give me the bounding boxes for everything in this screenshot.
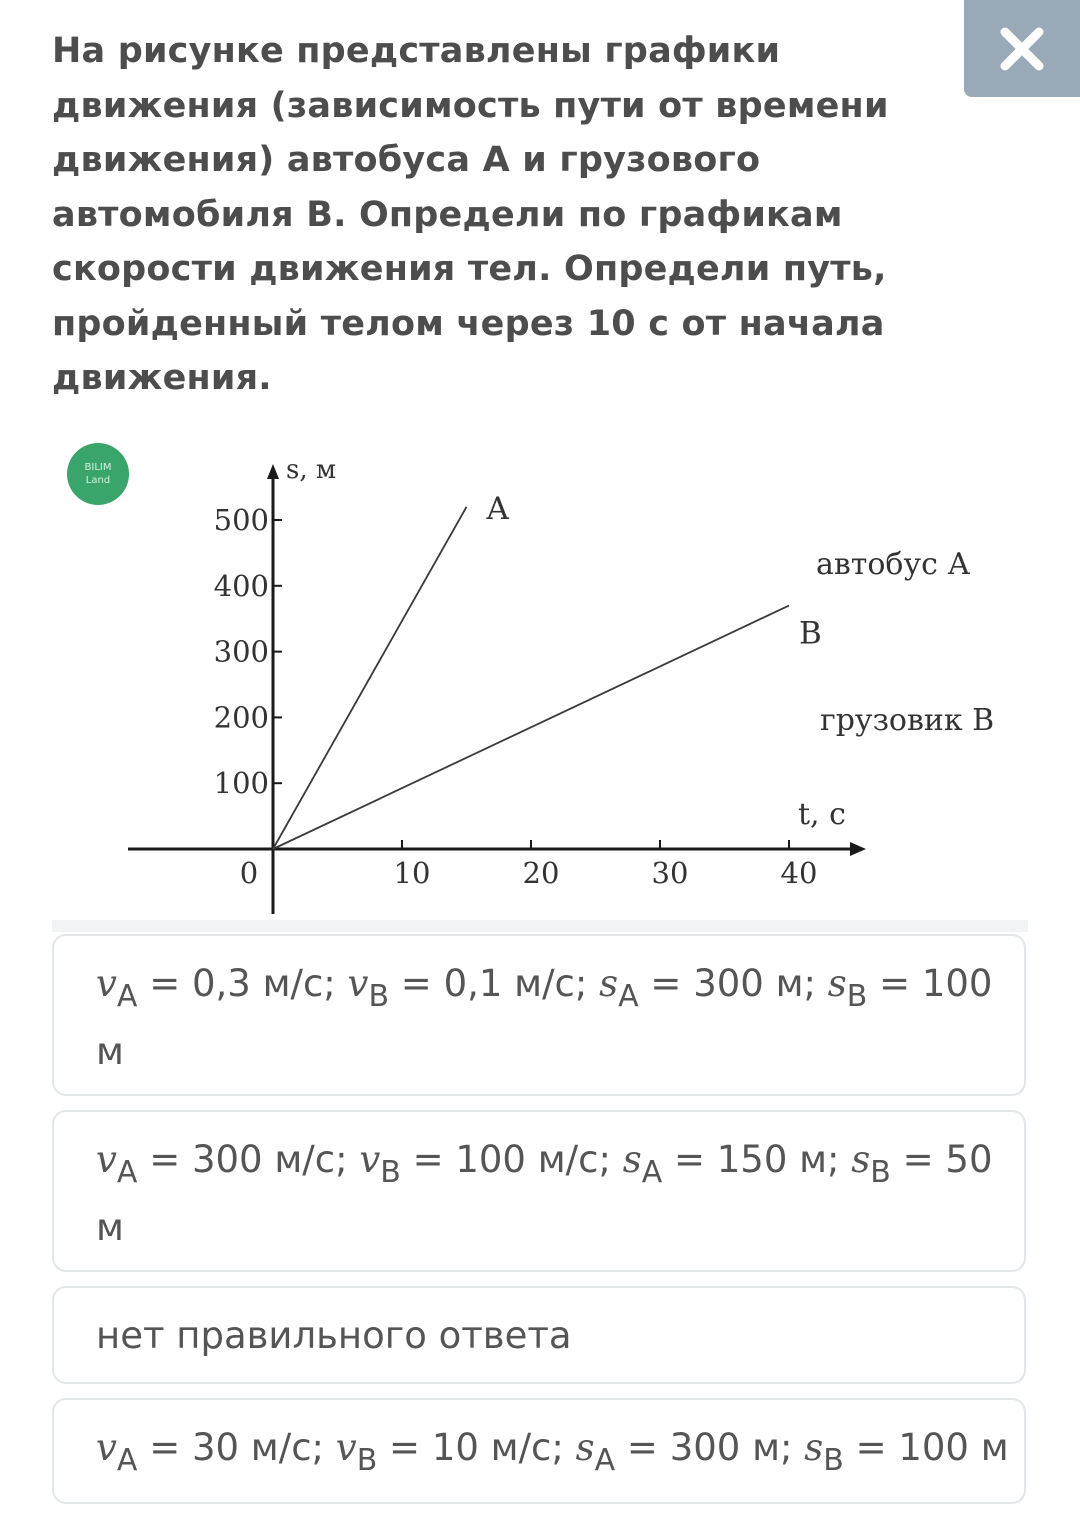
sub-b: B <box>356 1443 378 1478</box>
v-symbol: 𝑣 <box>96 1426 117 1469</box>
question-line: движения (зависимость пути от времени <box>52 85 889 126</box>
answer-option-3[interactable] <box>52 1286 1026 1384</box>
chart-figure <box>52 424 1028 920</box>
question-line: пройденный телом через 10 с от начала <box>52 303 885 344</box>
answer-option-1[interactable] <box>52 934 1026 1096</box>
option-1-sa: 300 м <box>693 962 804 1005</box>
logo-text-top: BILIM <box>84 462 112 473</box>
x-tick-label: 20 <box>522 856 560 890</box>
y-tick-label: 100 <box>213 766 269 801</box>
question-line: На рисунке представлены графики <box>52 31 781 71</box>
sub-b: B <box>380 1155 401 1190</box>
sub-b: B <box>368 979 390 1014</box>
y-tick-label: 400 <box>213 568 269 603</box>
option-3-text: нет правильного ответа <box>96 1314 572 1357</box>
series-label-b: B <box>799 615 822 652</box>
option-2-sb: 50 <box>945 1138 993 1181</box>
x-tick-label: 10 <box>393 856 431 890</box>
close-icon <box>999 26 1045 72</box>
bilimland-logo <box>67 443 129 505</box>
sub-a: A <box>116 1443 138 1478</box>
s-symbol: 𝑠 <box>851 1138 871 1181</box>
close-button[interactable] <box>964 0 1080 97</box>
option-1-line-2: м <box>96 1030 124 1073</box>
motion-chart <box>52 424 1028 920</box>
s-symbol: 𝑠 <box>575 1426 595 1469</box>
answer-option-4[interactable] <box>52 1398 1026 1504</box>
question-line: движения) автобуса А и грузового <box>52 140 761 180</box>
option-4-vb: 10 м/с <box>431 1426 552 1469</box>
x-axis-label: t, с <box>798 797 846 832</box>
v-symbol: 𝑣 <box>359 1138 381 1181</box>
y-tick-label: 500 <box>213 503 269 537</box>
s-symbol: 𝑠 <box>622 1138 642 1181</box>
v-symbol: 𝑣 <box>96 962 117 1005</box>
option-1-sb: 100 <box>921 962 993 1005</box>
s-symbol: 𝑠 <box>804 1426 824 1469</box>
x-tick-label: 30 <box>651 856 689 890</box>
axis-ticks <box>273 520 789 850</box>
sub-a: A <box>618 979 639 1014</box>
sub-b: B <box>846 979 868 1014</box>
v-symbol: 𝑣 <box>335 1426 357 1469</box>
legend-truck-b: грузовик В <box>820 703 995 738</box>
s-symbol: 𝑠 <box>827 962 847 1005</box>
option-4-va: 30 м/с <box>191 1426 312 1469</box>
option-4-sb: 100 м <box>898 1426 1009 1469</box>
option-1-line-1: 𝑣$_A$ = 0,3 м/с; 𝑣$_B$ = 0,1 м/с; 𝑠$_A$ = 300 м; 𝑠$_B$ = 100 <box>96 962 993 1014</box>
legend-bus-a: автобус А <box>816 547 971 582</box>
series-labels <box>486 491 822 652</box>
y-tick-label: 300 <box>213 634 269 669</box>
s-symbol: 𝑠 <box>599 962 619 1005</box>
question-text <box>52 24 952 406</box>
y-axis-label: s, м <box>286 455 337 485</box>
option-2-line-2: м <box>96 1206 124 1249</box>
x-axis-arrow <box>850 842 866 856</box>
figure-divider <box>52 920 1028 932</box>
v-symbol: 𝑣 <box>347 962 369 1005</box>
sub-a: A <box>116 1155 138 1190</box>
v-symbol: 𝑣 <box>96 1138 117 1181</box>
option-2-line-1: 𝑣$_A$ = 300 м/с; 𝑣$_B$ = 100 м/с; 𝑠$_A$ = 150 м; 𝑠$_B$ = 50 <box>96 1138 993 1190</box>
question-line: движения. <box>52 358 272 398</box>
series-lines <box>273 507 789 849</box>
sub-a: A <box>116 979 138 1014</box>
question-line: автомобиля В. Определи по графикам <box>52 194 843 235</box>
logo-circle <box>67 443 129 505</box>
series-line-b <box>273 606 789 849</box>
option-2-va: 300 м/с <box>191 1138 336 1181</box>
option-1-va: 0,3 м/с <box>191 962 324 1005</box>
y-tick-label: 200 <box>213 700 269 735</box>
x-tick-label: 0 <box>239 856 259 890</box>
question-line: скорости движения тел. Определи путь, <box>52 249 887 289</box>
series-label-a: A <box>486 490 509 527</box>
option-2-vb: 100 м/с <box>455 1138 599 1181</box>
option-2-sa: 150 м <box>716 1138 828 1181</box>
sub-b: B <box>823 1443 844 1478</box>
y-axis-arrow <box>267 464 279 479</box>
x-tick-label: 40 <box>780 856 818 890</box>
option-4-sa: 300 м <box>669 1426 780 1469</box>
answer-option-2[interactable] <box>52 1110 1026 1272</box>
sub-b: B <box>870 1155 891 1190</box>
sub-a: A <box>641 1155 663 1190</box>
sub-a: A <box>594 1443 616 1478</box>
logo-text-bottom: Land <box>85 475 111 486</box>
option-4-line: 𝑣$_A$ = 30 м/с; 𝑣$_B$ = 10 м/с; 𝑠$_A$ = 300 м; 𝑠$_B$ = 100 м <box>96 1426 1009 1478</box>
option-1-vb: 0,1 м/с <box>443 962 575 1005</box>
series-line-a <box>273 507 467 849</box>
tick-labels <box>214 503 818 890</box>
